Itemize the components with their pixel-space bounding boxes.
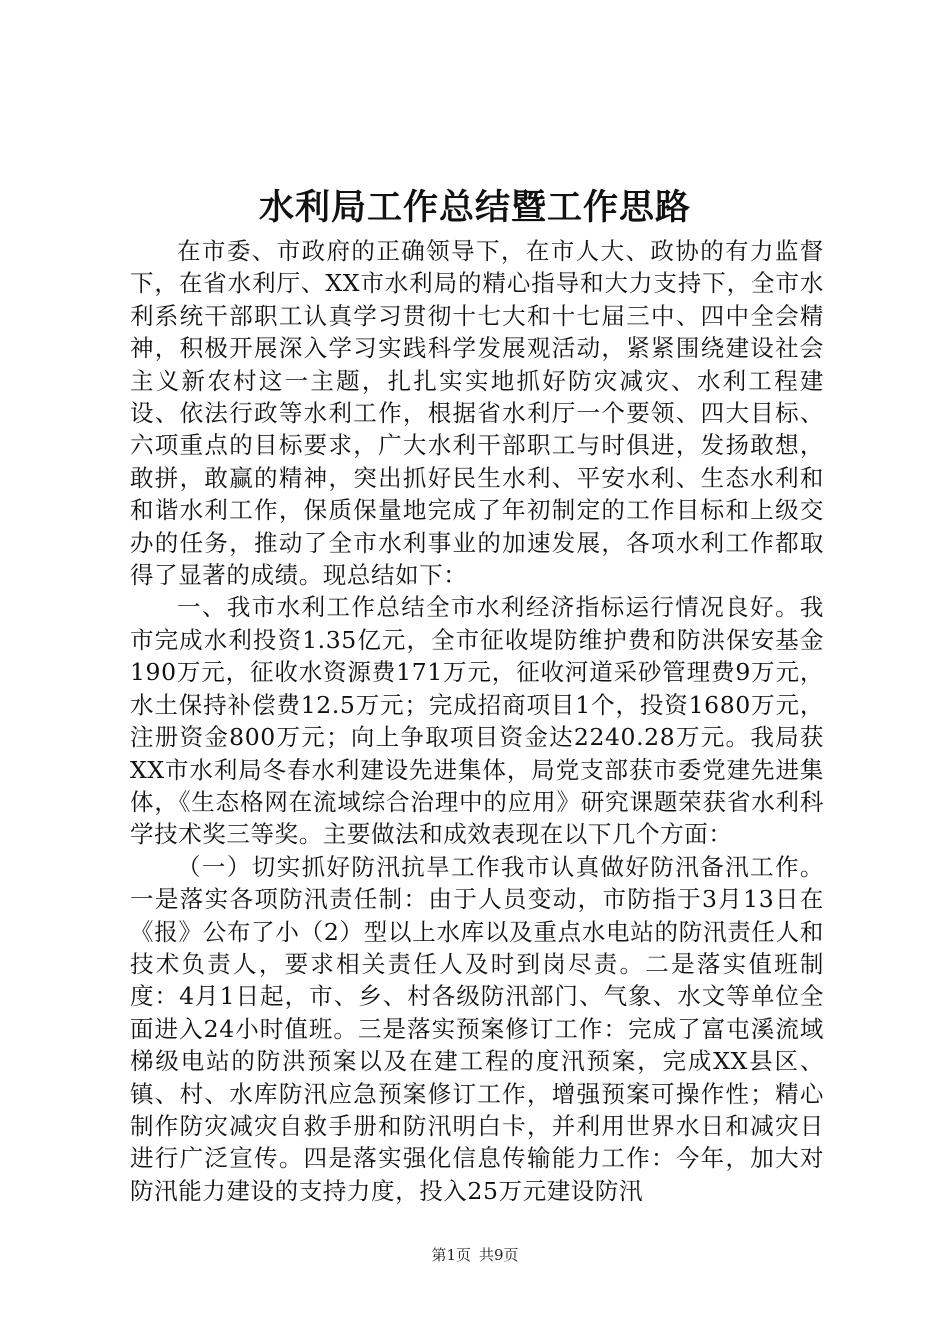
page-number: 第1页 <box>431 1246 471 1264</box>
paragraph-intro: 在市委、市政府的正确领导下，在市人大、政协的有力监督下，在省水利厅、XX市水利局的精心指导和大力支持下，全市水利系统干部职工认真学习贯彻十七大和十七届三中、四中全会精神，积极开展深入学习实践科学发展观活动，紧紧围绕建设社会主义新农村这一主题，扎扎实实地抓好防灾减灾、水利工程建设、依法行政等水利工作，根据省水利厅一个要领、四大目标、六项重点的目标要求，广大水利干部职工与时俱进，发扬敢想，敢拼，敢赢的精神，突出抓好民生水利、平安水利、生态水利和和谐水利工作，保质保量地完成了年初制定的工作目标和上级交办的任务，推动了全市水利事业的加速发展，各项水利工作都取得了显著的成绩。现总结如下： <box>130 237 824 590</box>
document-body <box>130 235 824 1207</box>
page-total: 共9页 <box>479 1246 519 1264</box>
page-footer <box>0 1243 950 1267</box>
paragraph-flood-control: （一）切实抓好防汛抗旱工作我市认真做好防汛备汛工作。一是落实各项防汛责任制：由于人员变动，市防指于3月13日在《报》公布了小（2）型以上水库以及重点水电站的防汛责任人和技术负责人，要求相关责任人及时到岗尽责。二是落实值班制度：4月1日起，市、乡、村各级防汛部门、气象、水文等单位全面进入24小时值班。三是落实预案修订工作：完成了富屯溪流域梯级电站的防洪预案以及在建工程的度汛预案，完成XX县区、镇、村、水库防汛应急预案修订工作，增强预案可操作性；精心制作防灾减灾自救手册和防汛明白卡，并利用世界水日和减灾日进行广泛宣传。四是落实强化信息传输能力工作：今年，加大对防汛能力建设的支持力度，投入25万元建设防汛 <box>130 852 824 1205</box>
paragraph-section-1: 一、我市水利工作总结全市水利经济指标运行情况良好。我市完成水利投资1.35亿元，全市征收堤防维护费和防洪保安基金190万元，征收水资源费171万元，征收河道采砂管理费9万元，水土保持补偿费12.5万元；完成招商项目1个，投资1680万元，注册资金800万元；向上争取项目资金达2240.28万元。我局获XX市水利局冬春水利建设先进集体，局党支部获市委党建先进集体，《生态格网在流域综合治理中的应用》研究课题荣获省水利科学技术奖三等奖。主要做法和成效表现在以下几个方面： <box>130 593 824 849</box>
document-title: 水利局工作总结暨工作思路 <box>258 187 691 228</box>
